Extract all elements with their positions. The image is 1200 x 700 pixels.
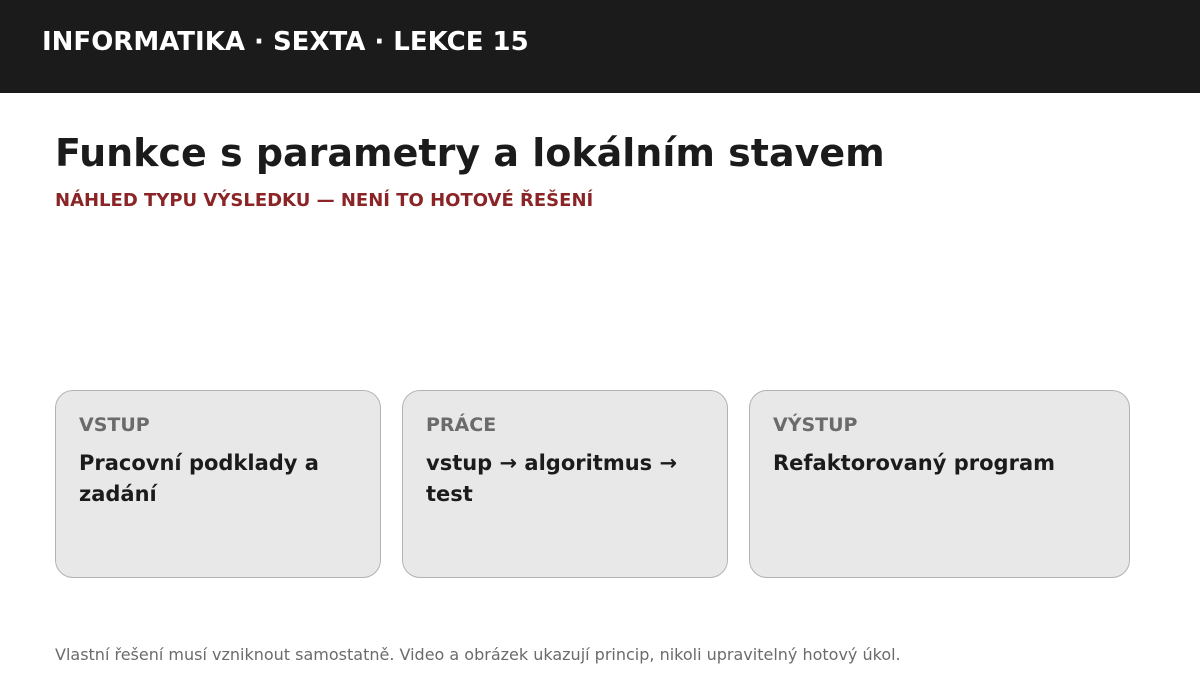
card-text: vstup → algoritmus → test <box>426 451 678 506</box>
page-title: Funkce s parametry a lokálním stavem <box>55 131 885 175</box>
card-label: PRÁCE <box>426 414 497 436</box>
card-work <box>402 390 728 578</box>
preview-warning-subtitle: NÁHLED TYPU VÝSLEDKU — NENÍ TO HOTOVÉ ŘEŠENÍ <box>55 190 594 211</box>
top-header-bar <box>0 0 1200 93</box>
card-input <box>55 390 381 578</box>
footer-note: Vlastní řešení musí vzniknout samostatně. Video a obrázek ukazují princip, nikoli upravitelný hotový úkol. <box>55 645 901 664</box>
card-label: VSTUP <box>79 414 150 436</box>
card-text: Refaktorovaný program <box>773 451 1056 475</box>
card-label: VÝSTUP <box>773 414 858 436</box>
card-output <box>749 390 1130 578</box>
card-text: Pracovní podklady a zadání <box>79 451 319 506</box>
course-breadcrumb: INFORMATIKA · SEXTA · LEKCE 15 <box>42 27 529 57</box>
